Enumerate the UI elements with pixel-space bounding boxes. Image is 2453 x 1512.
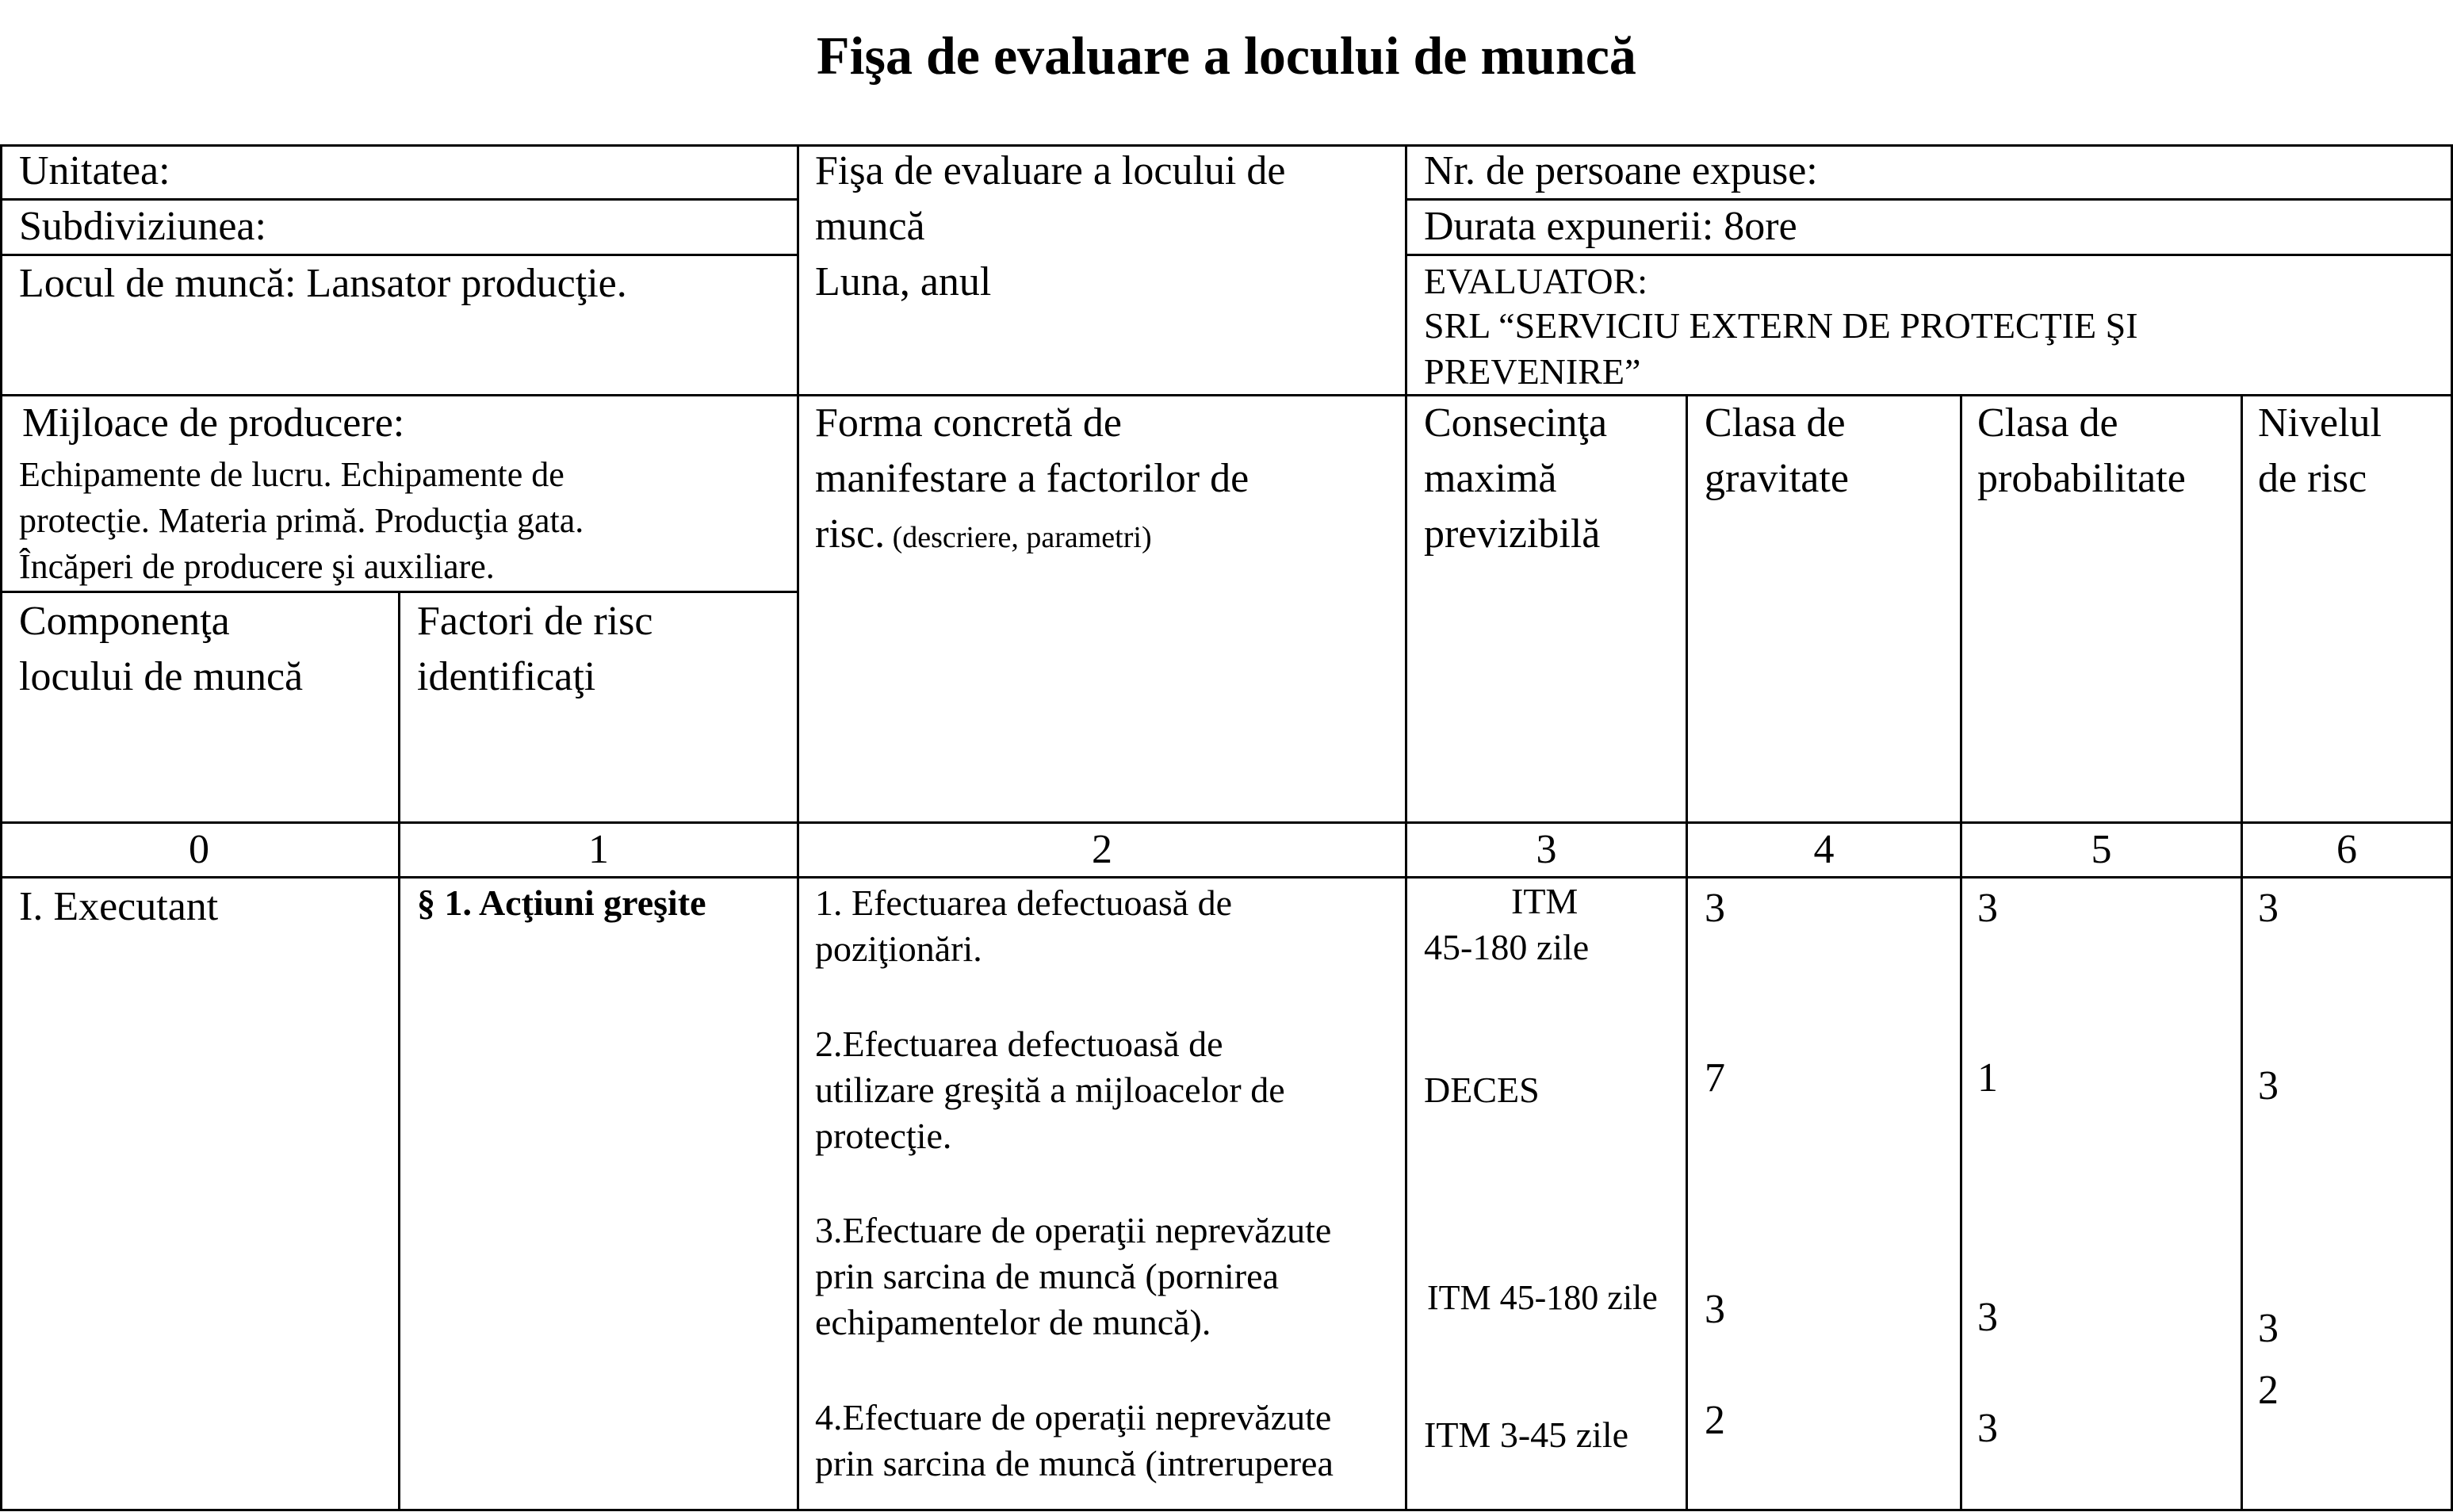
gravitate-header-line2: gravitate (1705, 456, 1849, 501)
factori-header-line2: identificaţi (417, 654, 596, 699)
column-number-5: 5 (2091, 827, 2112, 872)
consecinta-header-line2: maximă (1424, 456, 1557, 501)
consecinta-header-line1: Consecinţa (1424, 400, 1608, 446)
consecinta-row-4: ITM 3-45 zile (1424, 1414, 1629, 1455)
column-divider (1686, 394, 1688, 1511)
gravitate-row-1: 3 (1705, 886, 1725, 931)
forma-row-4: 4.Efectuare de operaţii neprevăzute prin sarcina de muncă (intreruperea (815, 1397, 1334, 1483)
evaluator-label: EVALUATOR: (1424, 261, 1647, 301)
gravitate-row-4: 2 (1705, 1398, 1725, 1443)
row-divider (0, 254, 798, 256)
forma-header-line3: risc. (descriere, parametri) (815, 511, 1152, 557)
nivel-row-3: 3 (2258, 1306, 2279, 1351)
evaluator-name-line1: SRL “SERVICIU EXTERN DE PROTECŢIE ŞI (1424, 305, 2138, 346)
consecinta-row-1-line2: 45-180 zile (1424, 927, 1590, 967)
column-divider (398, 591, 400, 1511)
mijloace-desc-line1: Echipamente de lucru. Echipamente de (19, 455, 564, 494)
column-number-2: 2 (1092, 827, 1112, 872)
probabilitate-row-4: 3 (1977, 1406, 1998, 1451)
gravitate-row-3: 3 (1705, 1287, 1725, 1332)
durata-expunerii-label: Durata expunerii: 8ore (1424, 204, 1797, 249)
probabilitate-row-2: 1 (1977, 1055, 1998, 1101)
nivel-row-2: 3 (2258, 1063, 2279, 1108)
nivel-header-line1: Nivelul (2258, 400, 2382, 446)
table-border-bottom (0, 1509, 2453, 1511)
column-number-6: 6 (2336, 827, 2357, 872)
mijloace-desc-line3: Încăperi de producere şi auxiliare. (19, 547, 495, 586)
factor-value: § 1. Acţiuni greşite (417, 882, 706, 923)
probabilitate-row-1: 3 (1977, 886, 1998, 931)
nr-persoane-label: Nr. de persoane expuse: (1424, 148, 1818, 193)
forma-row-3: 3.Efectuare de operaţii neprevăzute prin sarcina de muncă (pornirea echipamentelor de muncă). (815, 1210, 1332, 1342)
forma-row-1: 1. Efectuarea defectuoasă de poziţionări. (815, 882, 1233, 969)
column-divider (2241, 394, 2243, 1511)
consecinta-row-3: ITM 45-180 zile (1427, 1278, 1658, 1317)
column-number-1: 1 (588, 827, 609, 872)
gravitate-row-2: 7 (1705, 1055, 1725, 1101)
document-title: Fişa de evaluare a locului de muncă (817, 25, 1636, 86)
subdiviziunea-label: Subdiviziunea: (19, 204, 266, 249)
probabilitate-header-line1: Clasa de (1977, 400, 2118, 446)
locul-de-munca-label: Locul de muncă: Lansator producţie. (19, 261, 627, 306)
forma-header-line1: Forma concretă de (815, 400, 1122, 446)
componenta-header-line2: locului de muncă (19, 654, 304, 699)
gravitate-header-line1: Clasa de (1705, 400, 1846, 446)
nivel-row-1: 3 (2258, 886, 2279, 931)
forma-row-2: 2.Efectuarea defectuoasă de utilizare greşită a mijloacelor de protecţie. (815, 1024, 1285, 1156)
column-number-4: 4 (1813, 827, 1835, 872)
mijloace-desc-line2: protecţie. Materia primă. Producţia gata. (19, 501, 584, 540)
componenta-value: I. Executant (19, 884, 219, 929)
consecinta-header-line3: previzibilă (1424, 511, 1601, 557)
consecinta-row-1-line1: ITM (1511, 881, 1579, 921)
row-divider (1406, 254, 2453, 256)
forma-header-line2: manifestare a factorilor de (815, 456, 1249, 501)
column-number-3: 3 (1536, 827, 1557, 872)
unitatea-label: Unitatea: (19, 148, 170, 193)
column-divider (1960, 394, 1962, 1511)
probabilitate-header-line2: probabilitate (1977, 456, 2186, 501)
consecinta-row-2: DECES (1424, 1070, 1540, 1110)
factori-header-line1: Factori de risc (417, 599, 653, 644)
componenta-header-line1: Componenţa (19, 599, 230, 644)
column-number-0: 0 (189, 827, 209, 872)
luna-anul-label: Luna, anul (815, 259, 992, 304)
evaluator-name-line2: PREVENIRE” (1424, 351, 1641, 392)
nivel-row-4: 2 (2258, 1368, 2279, 1413)
probabilitate-row-3: 3 (1977, 1295, 1998, 1340)
mijloace-title: Mijloace de producere: (22, 400, 405, 446)
fisa-evaluare-line2: muncă (815, 204, 925, 249)
nivel-header-line2: de risc (2258, 456, 2367, 501)
fisa-evaluare-line1: Fişa de evaluare a locului de (815, 148, 1286, 193)
